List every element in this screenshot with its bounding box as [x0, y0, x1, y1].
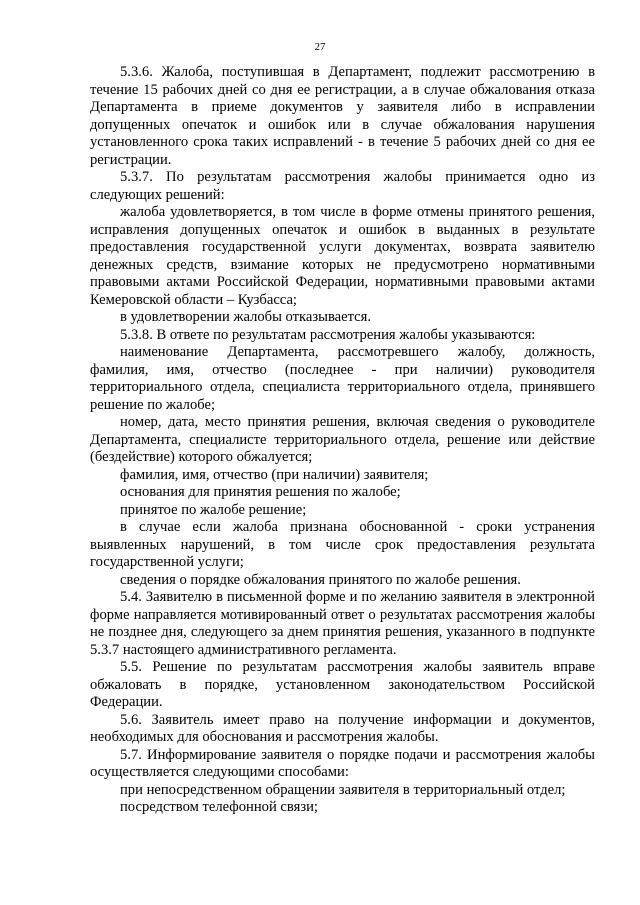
- paragraph-5-3-7: 5.3.7. По результатам рассмотрения жалобы принимается одно из следующих решений:: [90, 169, 595, 203]
- paragraph-5-5: 5.5. Решение по результатам рассмотрения жалобы заявитель вправе обжаловать в порядке, установленном законодательством Российской Федерации.: [90, 659, 595, 710]
- list-item: в случае если жалоба признана обоснованной - сроки устранения выявленных нарушений, в том числе срок предоставления результата государственной услуги;: [90, 519, 595, 570]
- page-number: 27: [314, 41, 326, 53]
- list-item: принятое по жалобе решение;: [120, 501, 307, 518]
- paragraph-5-3-8: 5.3.8. В ответе по результатам рассмотрения жалобы указываются:: [120, 326, 536, 343]
- list-item: номер, дата, место принятия решения, включая сведения о руководителе Департамента, специалисте территориального отдела, решение или действие (бездействие) которого обжалуется;: [90, 414, 595, 465]
- list-item: жалоба удовлетворяется, в том числе в форме отмены принятого решения, исправления допущенных опечаток и ошибок в выданных в результате предоставления государственной услуги документах, возврата заявителю денежных средств, взимание которых не предусмотрено нормативными правовыми актами Российской Федерации, нормативными правовыми актами Кемеровской области – Кузбасса;: [90, 204, 595, 308]
- list-item: в удовлетворении жалобы отказывается.: [120, 309, 372, 325]
- paragraph-5-6: 5.6. Заявитель имеет право на получение информации и документов, необходимых для обоснования и рассмотрения жалобы.: [90, 711, 595, 745]
- list-item: фамилия, имя, отчество (при наличии) заявителя;: [120, 466, 429, 483]
- paragraph-5-3-6: 5.3.6. Жалоба, поступившая в Департамент, подлежит рассмотрению в течение 15 рабочих дней со дня ее регистрации, а в случае обжалования отказа Департамента в приеме документов у заявителя либо в исправлении допущенных опечаток и ошибок или в случае обжалования нарушения установленного срока таких исправлений - в течение 5 рабочих дней со дня ее регистрации.: [90, 64, 595, 168]
- paragraph-5-7: 5.7. Информирование заявителя о порядке подачи и рассмотрения жалобы осуществляется следующими способами:: [90, 746, 595, 780]
- list-item: сведения о порядке обжалования принятого по жалобе решения.: [120, 571, 521, 588]
- document-body: [90, 64, 595, 817]
- paragraph-5-4: 5.4. Заявителю в письменной форме и по желанию заявителя в электронной форме направляется мотивированный ответ о результатах рассмотрения жалобы не позднее дня, следующего за днем принятия решения, указанного в подпункте 5.3.7 настоящего административного регламента.: [90, 589, 595, 658]
- list-item: основания для принятия решения по жалобе;: [120, 484, 401, 500]
- list-item: посредством телефонной связи;: [120, 799, 318, 815]
- list-item: при непосредственном обращении заявителя в территориальный отдел;: [120, 781, 566, 798]
- list-item: наименование Департамента, рассмотревшего жалобу, должность, фамилия, имя, отчество (последнее - при наличии) руководителя территориального отдела, специалиста территориального отдела, принявшего решение по жалобе;: [90, 344, 595, 413]
